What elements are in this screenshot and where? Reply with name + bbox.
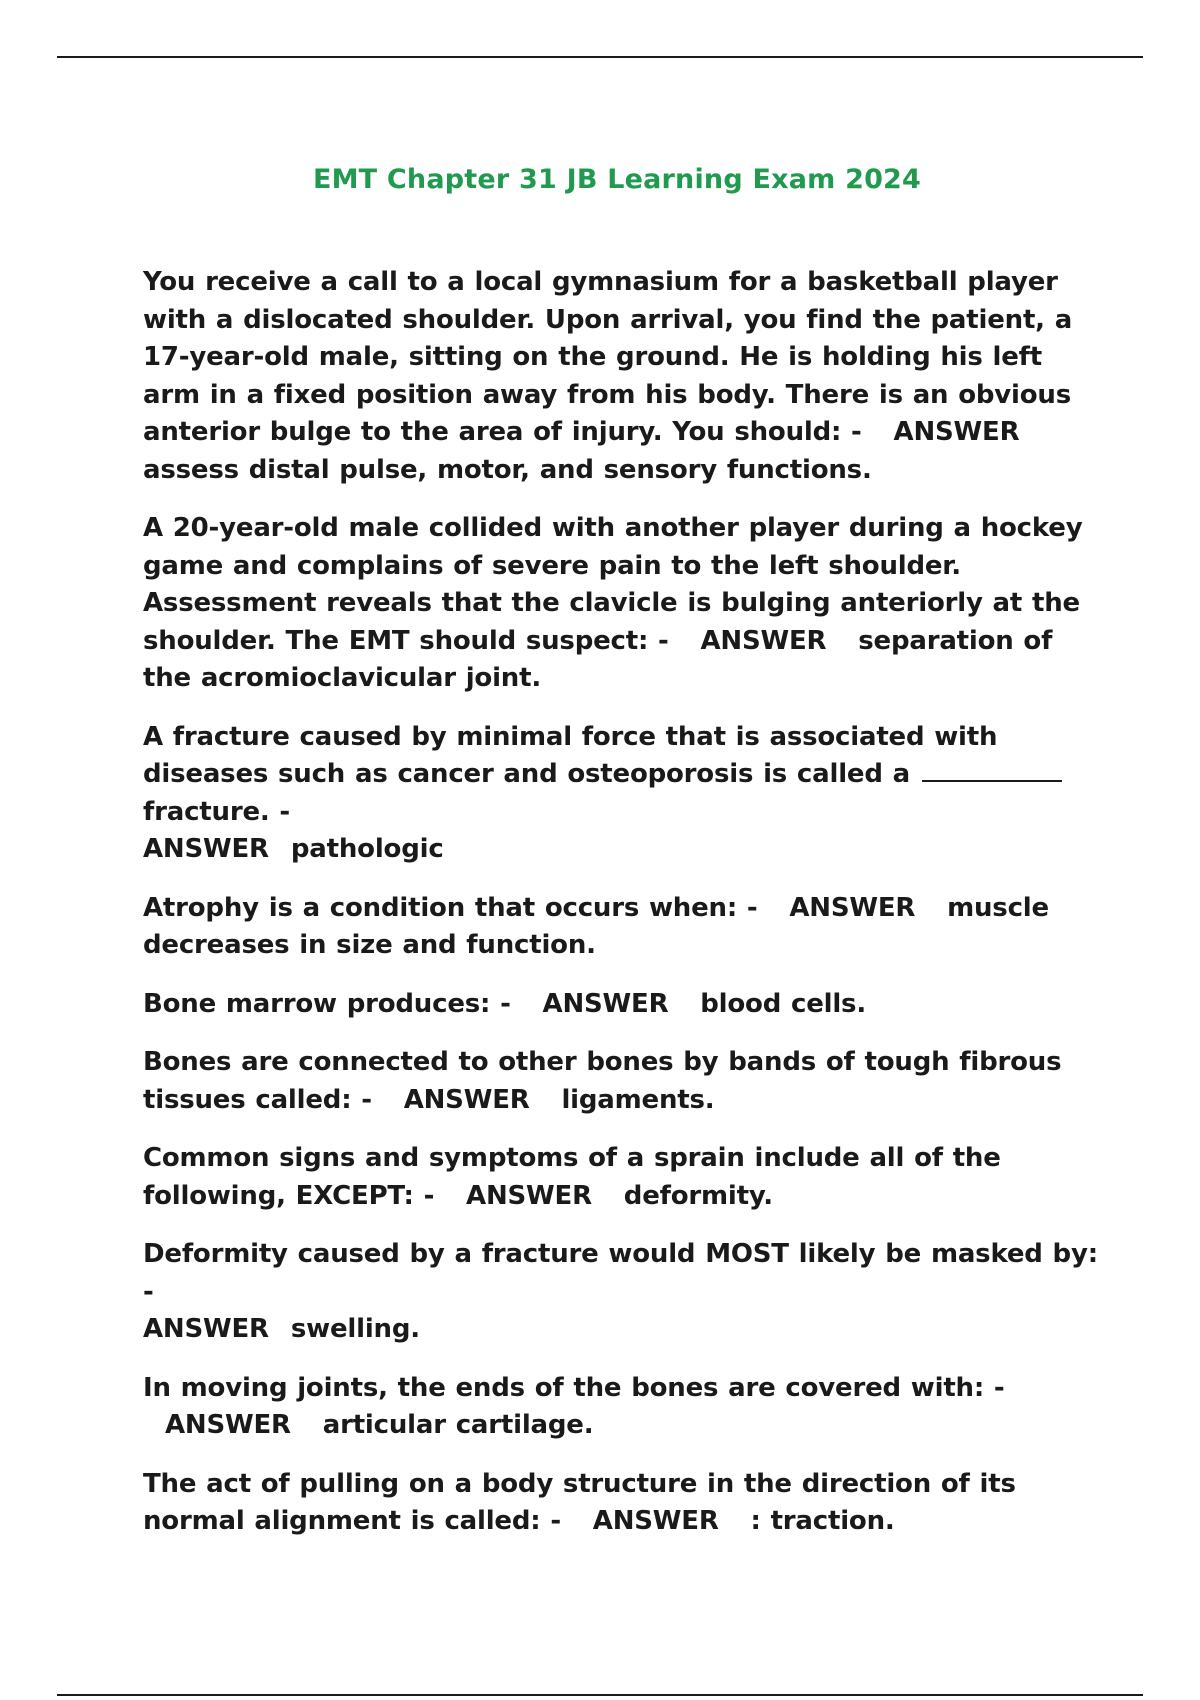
question-text: You receive a call to a local gymnasium for a basketball player with a dislocated shoulder. Upon arrival, you find the patient, a 17-year-old male, sitting on the ground. He is holding his left arm in a fixed position away from his body. There is an obvious anterior bulge to the area of injury. You should: - bbox=[143, 267, 1073, 447]
answer-label: ANSWER bbox=[893, 417, 1020, 447]
answer-text: deformity. bbox=[623, 1180, 773, 1211]
question-text: Atrophy is a condition that occurs when: - bbox=[143, 892, 758, 923]
answer-text: pathologic bbox=[290, 834, 444, 864]
qa-item bbox=[143, 1236, 1103, 1349]
answer-text: swelling. bbox=[290, 1314, 420, 1344]
qa-list bbox=[143, 264, 1103, 1562]
answer-label: ANSWER bbox=[789, 892, 916, 923]
qa-item bbox=[143, 719, 1103, 869]
qa-item bbox=[143, 264, 1103, 489]
qa-item bbox=[143, 986, 1103, 1024]
question-text: Deformity caused by a fracture would MOST likely be masked by: - bbox=[143, 1239, 1098, 1307]
qa-item bbox=[143, 510, 1103, 698]
answer-text: separation of the acromioclavicular joint. bbox=[143, 625, 1053, 693]
top-rule bbox=[57, 56, 1143, 58]
answer-text: blood cells. bbox=[700, 988, 866, 1019]
qa-item bbox=[143, 1370, 1103, 1445]
answer-label: ANSWER bbox=[143, 834, 269, 864]
page-title: EMT Chapter 31 JB Learning Exam 2024 bbox=[312, 164, 922, 196]
answer-text: muscle decreases in size and function. bbox=[143, 892, 1049, 960]
answer-text: ligaments. bbox=[561, 1084, 715, 1115]
answer-label: ANSWER bbox=[466, 1180, 592, 1211]
answer-text: assess distal pulse, motor, and sensory functions. bbox=[143, 454, 872, 485]
question-text: In moving joints, the ends of the bones are covered with: - bbox=[143, 1372, 1005, 1403]
question-text: The act of pulling on a body structure in the direction of its normal alignment is called: - bbox=[143, 1468, 1016, 1536]
answer-label: ANSWER bbox=[700, 625, 827, 656]
answer-label: ANSWER bbox=[542, 988, 669, 1019]
qa-item bbox=[143, 890, 1103, 965]
answer-label: ANSWER bbox=[165, 1410, 291, 1440]
bottom-rule bbox=[57, 1694, 1143, 1696]
fill-in-blank bbox=[922, 758, 1062, 782]
qa-item bbox=[143, 1044, 1103, 1119]
answer-label: ANSWER bbox=[403, 1084, 530, 1115]
question-text-after-blank: fracture. - bbox=[143, 796, 291, 827]
question-text: A fracture caused by minimal force that is associated with diseases such as cancer and osteoporosis is called a bbox=[143, 721, 998, 789]
question-text: A 20-year-old male collided with another player during a hockey game and complains of severe pain to the left shoulder. Assessment reveals that the clavicle is bulging anteriorly at the shoulder. The EMT should suspect: - bbox=[143, 513, 1083, 656]
qa-item bbox=[143, 1140, 1103, 1215]
question-text: Bone marrow produces: - bbox=[143, 988, 511, 1019]
answer-label: ANSWER bbox=[592, 1506, 719, 1536]
qa-item bbox=[143, 1466, 1103, 1541]
question-text: Bones are connected to other bones by bands of tough fibrous tissues called: - bbox=[143, 1047, 1062, 1115]
question-text: Common signs and symptoms of a sprain include all of the following, EXCEPT: - bbox=[143, 1143, 1001, 1211]
answer-text: articular cartilage. bbox=[322, 1410, 594, 1440]
answer-label: ANSWER bbox=[143, 1314, 269, 1344]
answer-text: : traction. bbox=[750, 1506, 895, 1536]
